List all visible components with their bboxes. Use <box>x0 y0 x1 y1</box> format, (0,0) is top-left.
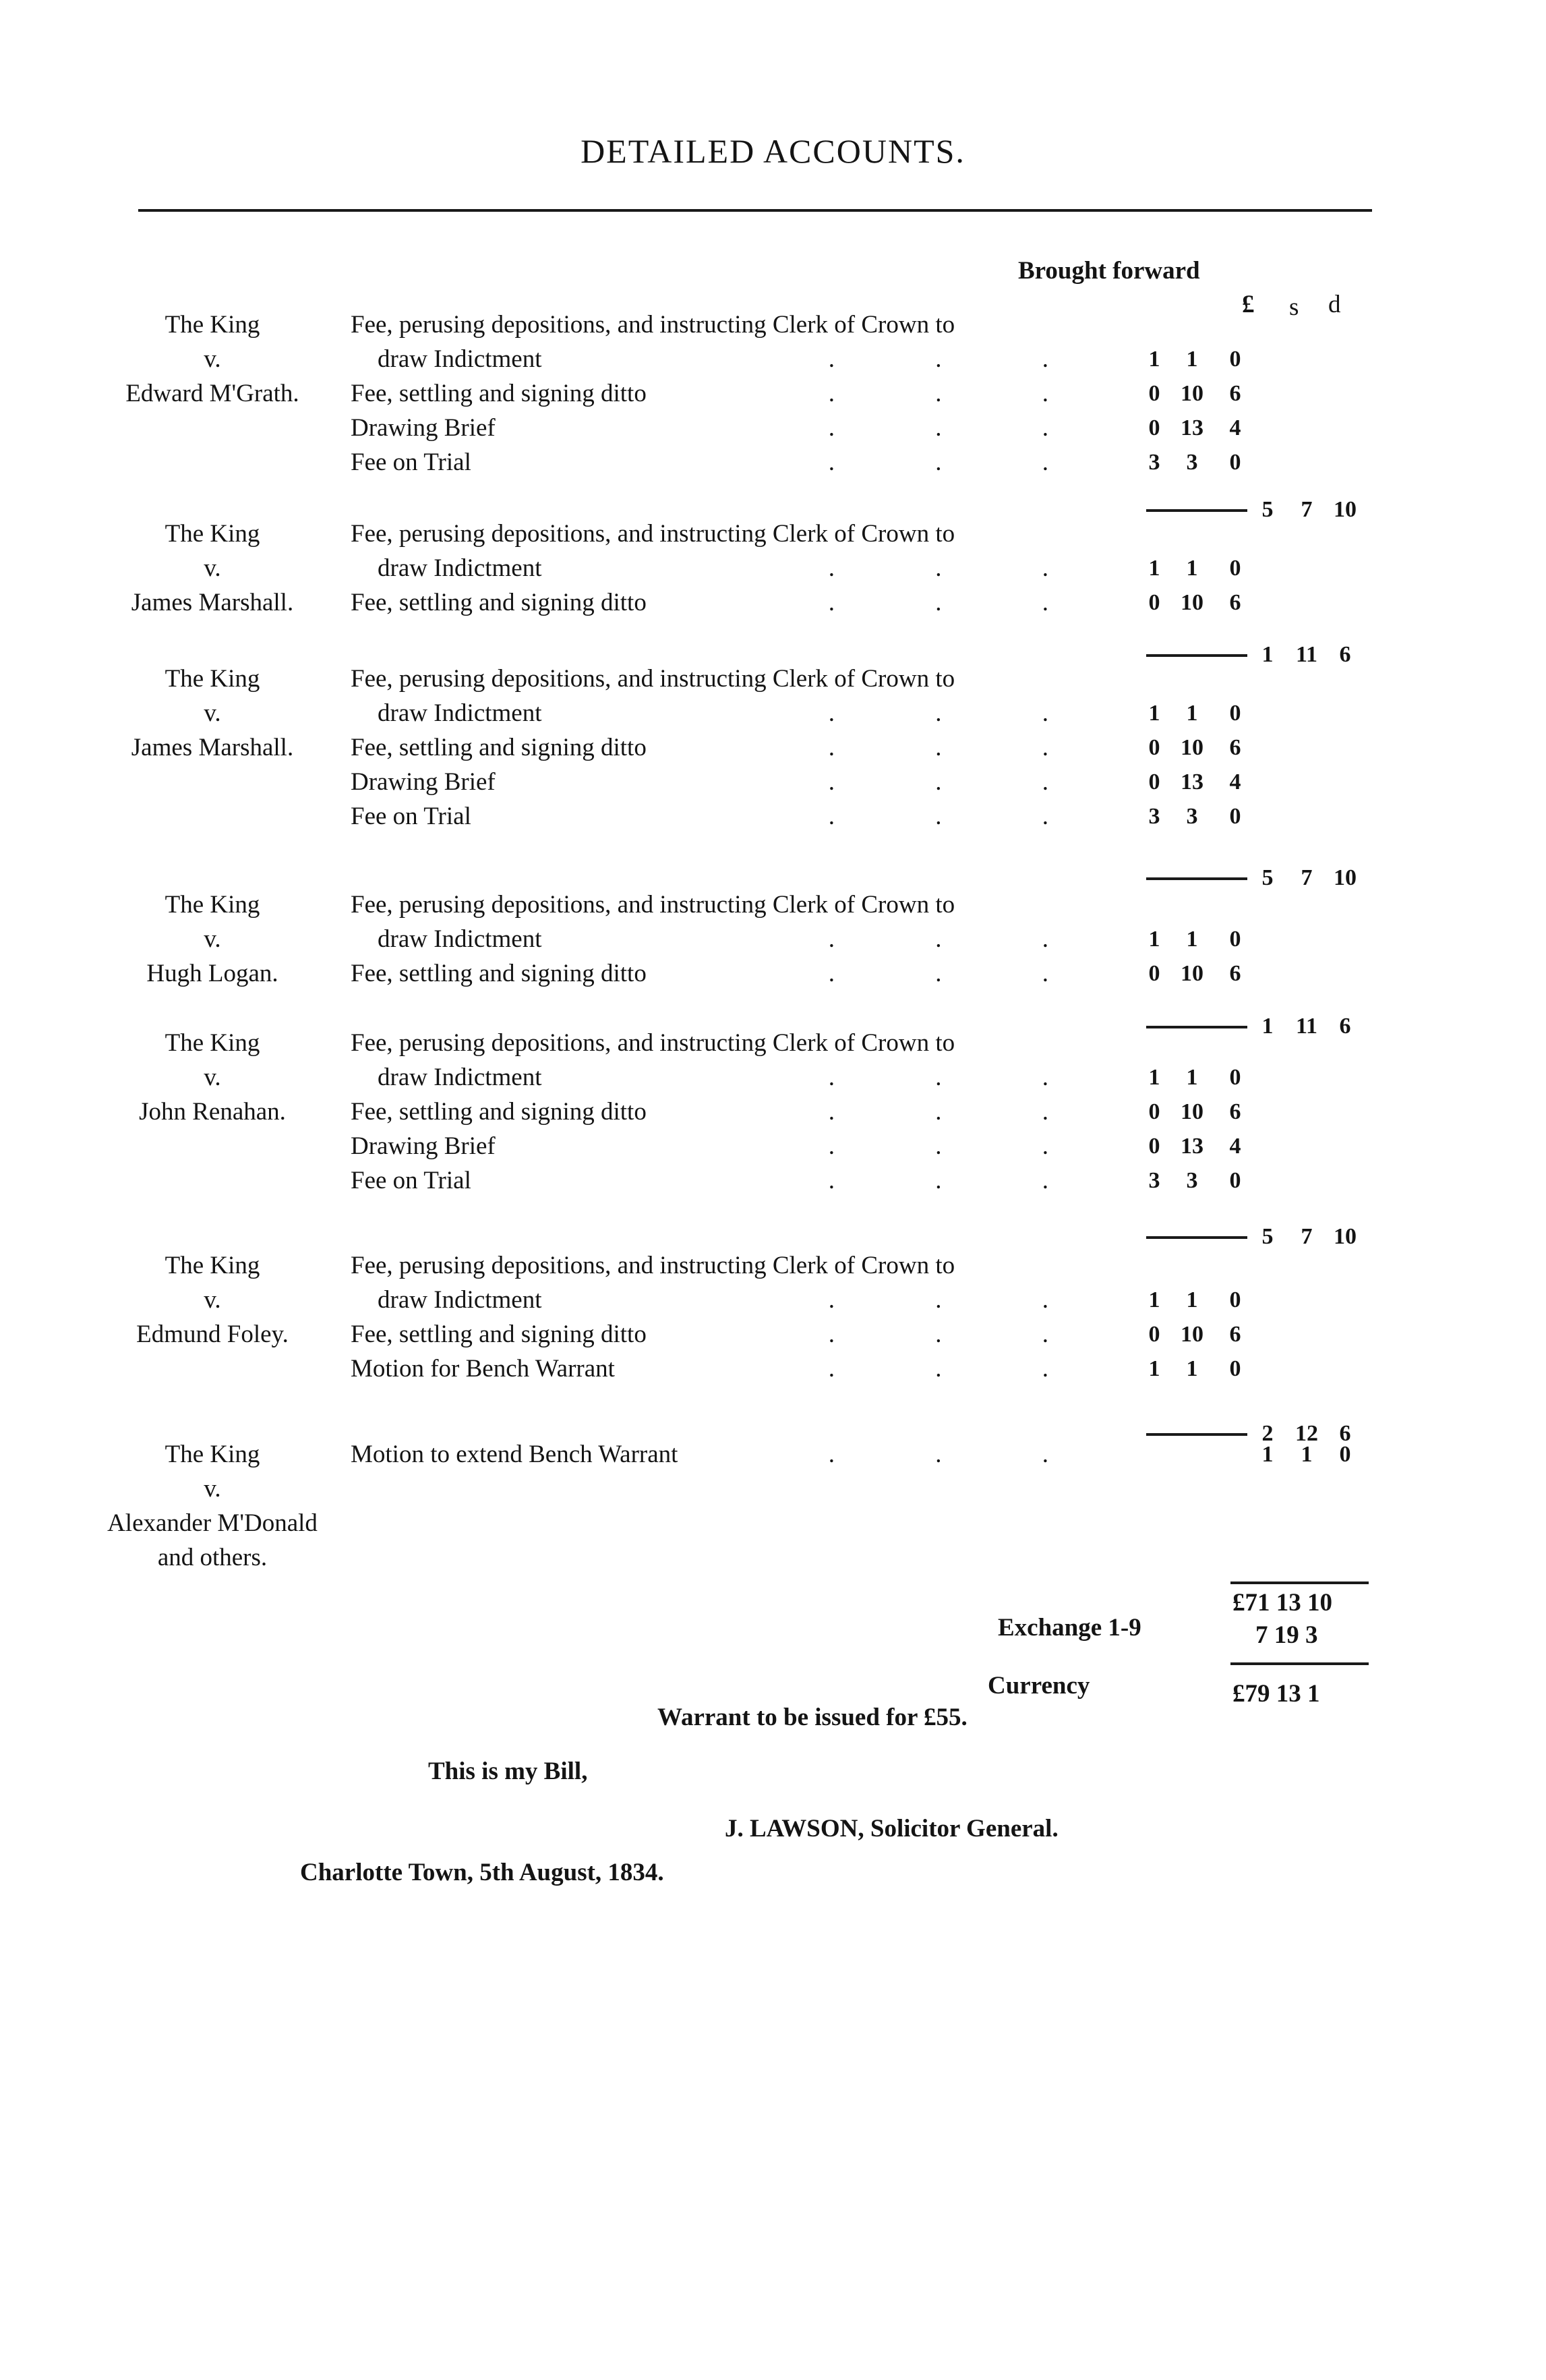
item-description: Fee, perusing depositions, and instructing Clerk of Crown to <box>351 1029 955 1057</box>
case-total-pence: 0 <box>1339 1442 1351 1467</box>
amount-shillings: 10 <box>1181 381 1203 406</box>
page-title: DETAILED ACCOUNTS. <box>581 132 965 170</box>
item-description: Fee, settling and signing ditto <box>351 1320 647 1348</box>
amount-shillings: 10 <box>1181 590 1203 615</box>
amount-pounds: 1 <box>1148 1356 1160 1381</box>
money-header-pounds: £ <box>1242 291 1255 318</box>
item-description: Drawing Brief <box>351 414 496 442</box>
case-total-pounds: 1 <box>1261 1014 1274 1039</box>
currency-value: £79 13 1 <box>1232 1680 1320 1708</box>
amount-shillings: 3 <box>1186 1168 1198 1193</box>
item-description: Drawing Brief <box>351 768 496 796</box>
case-total-pence: 6 <box>1339 1014 1351 1039</box>
amount-shillings: 13 <box>1181 1134 1203 1159</box>
amount-pounds: 0 <box>1148 735 1160 760</box>
case-party-line: The King <box>165 665 260 693</box>
leader-dots: . . . <box>828 960 1096 987</box>
case-party-line: Edmund Foley. <box>136 1320 289 1348</box>
money-header-pence: d <box>1328 291 1341 318</box>
case-total-shillings: 12 <box>1295 1421 1318 1446</box>
case-total-pounds: 1 <box>1261 642 1274 667</box>
case-total-pence: 6 <box>1339 1421 1351 1446</box>
item-description: Fee, settling and signing ditto <box>351 589 647 616</box>
leader-dots: . . . <box>828 925 1096 953</box>
case-total-shillings: 11 <box>1295 1014 1318 1039</box>
leader-dots: . . . <box>828 414 1096 442</box>
amount-pounds: 0 <box>1148 590 1160 615</box>
amount-shillings: 1 <box>1186 1287 1198 1312</box>
leader-dots: . . . <box>828 734 1096 761</box>
case-party-line: The King <box>165 891 260 919</box>
case-total-rule <box>1146 1236 1247 1239</box>
amount-shillings: 3 <box>1186 804 1198 829</box>
amount-pence: 0 <box>1229 556 1241 581</box>
amount-shillings: 1 <box>1186 927 1198 952</box>
amount-shillings: 1 <box>1186 701 1198 726</box>
amount-pounds: 3 <box>1148 450 1160 475</box>
amount-pounds: 0 <box>1148 1099 1160 1124</box>
amount-pence: 0 <box>1229 450 1241 475</box>
amount-shillings: 10 <box>1181 1099 1203 1124</box>
amount-pounds: 0 <box>1148 381 1160 406</box>
amount-pounds: 0 <box>1148 415 1160 440</box>
amount-pounds: 3 <box>1148 804 1160 829</box>
amount-shillings: 1 <box>1186 1356 1198 1381</box>
case-total-pence: 10 <box>1334 865 1357 890</box>
case-party-line: v. <box>204 345 221 373</box>
amount-pounds: 3 <box>1148 1168 1160 1193</box>
amount-pounds: 1 <box>1148 347 1160 372</box>
amount-pence: 4 <box>1229 1134 1241 1159</box>
amount-shillings: 1 <box>1186 556 1198 581</box>
amount-pence: 4 <box>1229 770 1241 794</box>
case-total-rule <box>1146 877 1247 880</box>
item-description: Fee, perusing depositions, and instructing Clerk of Crown to <box>351 1252 955 1279</box>
amount-pounds: 0 <box>1148 770 1160 794</box>
amount-pounds: 1 <box>1148 556 1160 581</box>
case-total-pounds: 1 <box>1261 1442 1274 1467</box>
item-description: Motion to extend Bench Warrant <box>351 1441 678 1468</box>
case-party-line: The King <box>165 311 260 339</box>
item-description: Fee on Trial <box>351 448 471 476</box>
item-description: draw Indictment <box>378 1286 542 1314</box>
item-description: draw Indictment <box>378 554 542 582</box>
amount-shillings: 1 <box>1186 347 1198 372</box>
amount-pence: 0 <box>1229 927 1241 952</box>
currency-label: Currency <box>988 1672 1090 1700</box>
case-party-line: v. <box>204 554 221 582</box>
amount-pence: 6 <box>1229 1322 1241 1347</box>
case-total-rule <box>1146 1433 1247 1436</box>
leader-dots: . . . <box>828 589 1096 616</box>
leader-dots: . . . <box>828 448 1096 476</box>
case-party-line: v. <box>204 1286 221 1314</box>
amount-shillings: 13 <box>1181 415 1203 440</box>
amount-pence: 0 <box>1229 1065 1241 1090</box>
item-description: draw Indictment <box>378 925 542 953</box>
case-party-line: James Marshall. <box>131 589 294 616</box>
item-description: draw Indictment <box>378 699 542 727</box>
amount-pence: 6 <box>1229 961 1241 986</box>
place-date: Charlotte Town, 5th August, 1834. <box>300 1859 664 1886</box>
case-party-line: The King <box>165 1441 260 1468</box>
item-description: Fee on Trial <box>351 1167 471 1194</box>
grand-total-rule <box>1230 1581 1369 1584</box>
amount-pence: 6 <box>1229 735 1241 760</box>
amount-shillings: 10 <box>1181 961 1203 986</box>
amount-shillings: 13 <box>1181 770 1203 794</box>
leader-dots: . . . <box>828 1167 1096 1194</box>
item-description: Fee, perusing depositions, and instructing Clerk of Crown to <box>351 520 955 548</box>
item-description: Fee, settling and signing ditto <box>351 380 647 407</box>
amount-shillings: 10 <box>1181 1322 1203 1347</box>
leader-dots: . . . <box>828 768 1096 796</box>
leader-dots: . . . <box>828 380 1096 407</box>
item-description: Fee, settling and signing ditto <box>351 734 647 761</box>
case-party-line: Alexander M'Donald <box>107 1509 318 1537</box>
amount-pence: 6 <box>1229 381 1241 406</box>
amount-pence: 0 <box>1229 804 1241 829</box>
case-total-pounds: 5 <box>1261 497 1274 522</box>
case-party-line: v. <box>204 699 221 727</box>
case-party-line: v. <box>204 1064 221 1091</box>
warrant-note: Warrant to be issued for £55. <box>657 1704 968 1731</box>
case-total-shillings: 11 <box>1295 642 1318 667</box>
case-party-line: Edward M'Grath. <box>125 380 299 407</box>
currency-rule <box>1230 1662 1369 1665</box>
case-party-line: The King <box>165 520 260 548</box>
case-party-line: The King <box>165 1029 260 1057</box>
case-total-rule <box>1146 509 1247 512</box>
case-party-line: v. <box>204 925 221 953</box>
leader-dots: . . . <box>828 803 1096 830</box>
item-description: Drawing Brief <box>351 1132 496 1160</box>
case-total-shillings: 7 <box>1301 865 1313 890</box>
bill-note: This is my Bill, <box>428 1758 588 1785</box>
item-description: draw Indictment <box>378 345 542 373</box>
amount-pounds: 0 <box>1148 1134 1160 1159</box>
leader-dots: . . . <box>828 1098 1096 1126</box>
leader-dots: . . . <box>828 699 1096 727</box>
case-total-pence: 10 <box>1334 1224 1357 1249</box>
case-total-pounds: 2 <box>1261 1421 1274 1446</box>
amount-pence: 6 <box>1229 1099 1241 1124</box>
amount-shillings: 10 <box>1181 735 1203 760</box>
item-description: draw Indictment <box>378 1064 542 1091</box>
leader-dots: . . . <box>828 1132 1096 1160</box>
money-header-shillings: s <box>1289 293 1299 321</box>
leader-dots: . . . <box>828 345 1096 373</box>
case-total-pence: 6 <box>1339 642 1351 667</box>
case-party-line: v. <box>204 1475 221 1503</box>
item-description: Fee, perusing depositions, and instructing Clerk of Crown to <box>351 665 955 693</box>
brought-forward-label: Brought forward <box>1018 257 1200 285</box>
exchange-label: Exchange 1-9 <box>998 1614 1141 1642</box>
amount-pounds: 1 <box>1148 1065 1160 1090</box>
leader-dots: . . . <box>828 1320 1096 1348</box>
amount-pence: 0 <box>1229 1168 1241 1193</box>
case-total-shillings: 7 <box>1301 1224 1313 1249</box>
leader-dots: . . . <box>828 1355 1096 1383</box>
case-party-line: Hugh Logan. <box>146 960 278 987</box>
item-description: Motion for Bench Warrant <box>351 1355 615 1383</box>
exchange-value: 7 19 3 <box>1255 1621 1318 1649</box>
case-total-shillings: 7 <box>1301 497 1313 522</box>
leader-dots: . . . <box>828 554 1096 582</box>
case-party-line: and others. <box>157 1544 268 1571</box>
case-total-rule <box>1146 1026 1247 1028</box>
amount-pence: 0 <box>1229 347 1241 372</box>
amount-pounds: 0 <box>1148 1322 1160 1347</box>
amount-shillings: 1 <box>1186 1065 1198 1090</box>
amount-pounds: 1 <box>1148 701 1160 726</box>
amount-pounds: 1 <box>1148 927 1160 952</box>
case-total-rule <box>1146 654 1247 657</box>
amount-pence: 4 <box>1229 415 1241 440</box>
case-party-line: John Renahan. <box>139 1098 286 1126</box>
case-total-pounds: 5 <box>1261 865 1274 890</box>
case-party-line: James Marshall. <box>131 734 294 761</box>
amount-pounds: 1 <box>1148 1287 1160 1312</box>
grand-total-value: £71 13 10 <box>1232 1589 1332 1617</box>
item-description: Fee, perusing depositions, and instructing Clerk of Crown to <box>351 311 955 339</box>
signature: J. LAWSON, Solicitor General. <box>725 1815 1059 1842</box>
amount-pounds: 0 <box>1148 961 1160 986</box>
item-description: Fee on Trial <box>351 803 471 830</box>
case-total-pounds: 5 <box>1261 1224 1274 1249</box>
case-total-pence: 10 <box>1334 497 1357 522</box>
item-description: Fee, settling and signing ditto <box>351 1098 647 1126</box>
leader-dots: . . . <box>828 1064 1096 1091</box>
amount-shillings: 3 <box>1186 450 1198 475</box>
leader-dots: . . . <box>828 1441 1096 1468</box>
amount-pence: 6 <box>1229 590 1241 615</box>
header-rule <box>138 209 1372 212</box>
amount-pence: 0 <box>1229 1356 1241 1381</box>
case-party-line: The King <box>165 1252 260 1279</box>
amount-pence: 0 <box>1229 701 1241 726</box>
amount-pence: 0 <box>1229 1287 1241 1312</box>
item-description: Fee, settling and signing ditto <box>351 960 647 987</box>
leader-dots: . . . <box>828 1286 1096 1314</box>
item-description: Fee, perusing depositions, and instructing Clerk of Crown to <box>351 891 955 919</box>
case-total-shillings: 1 <box>1301 1442 1313 1467</box>
